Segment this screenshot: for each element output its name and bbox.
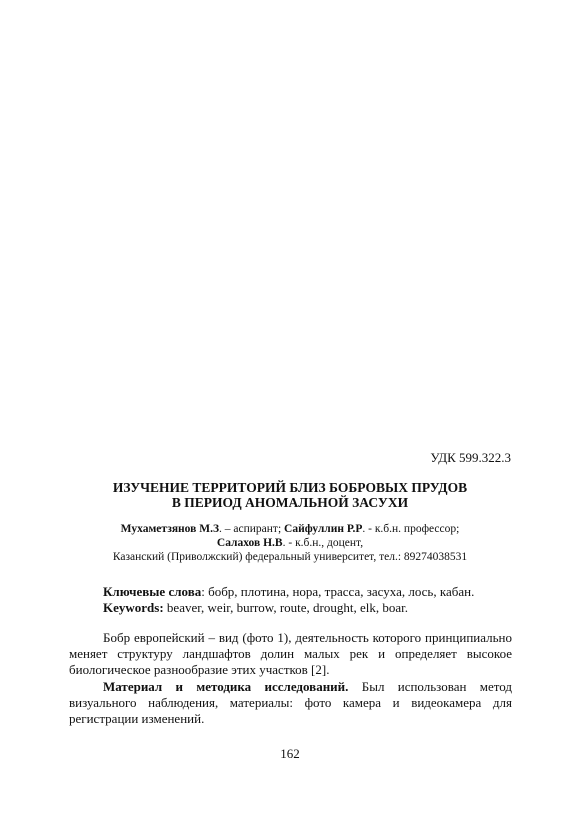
page-number: 162 — [280, 746, 300, 761]
body-paragraph-1: Бобр европейский – вид (фото 1), деятельность которого принципиально меняет структуру ландшафтов долин малых рек и определяет высокое биологическое разнообразие этих участков [2]. — [69, 630, 512, 677]
title-line-1: ИЗУЧЕНИЕ ТЕРРИТОРИЙ БЛИЗ БОБРОВЫХ ПРУДОВ — [112, 480, 468, 495]
title-line-2: В ПЕРИОД АНОМАЛЬНОЙ ЗАСУХИ — [171, 495, 409, 510]
author-2-role: . - к.б.н. профессор; — [362, 523, 460, 535]
udk-code: УДК 599.322.3 — [430, 450, 511, 465]
author-2-name: Сайфуллин Р.Р — [284, 523, 363, 535]
author-1-role: . – аспирант; — [219, 523, 285, 535]
keywords-ru — [103, 584, 523, 600]
author-1-name: Мухаметзянов М.З — [120, 523, 220, 535]
keywords-en-label: Keywords: — [103, 600, 164, 615]
article-title — [60, 480, 520, 510]
methods-heading: Материал и методика исследований. — [103, 679, 349, 694]
keywords-ru-text: : бобр, плотина, нора, трасса, засуха, лось, кабан. — [201, 584, 475, 599]
body-paragraph-2 — [69, 679, 512, 727]
keywords-en — [103, 600, 523, 616]
methods-text: Был использован метод визуального наблюдения, материалы: фото камера и видеокамера для регистрации изменений. — [69, 679, 512, 726]
keywords-ru-label: Ключевые слова — [103, 584, 202, 599]
authors-line-2 — [60, 536, 520, 550]
authors-block — [60, 522, 520, 564]
affiliation: Казанский (Приволжский) федеральный университет, тел.: 89274038531 — [112, 551, 468, 563]
keywords-en-text: beaver, weir, burrow, route, drought, elk, boar. — [163, 600, 408, 615]
author-3-name: Салахов Н.В — [216, 537, 283, 549]
author-3-role: . - к.б.н., доцент, — [282, 537, 364, 549]
authors-line-1 — [60, 522, 520, 536]
